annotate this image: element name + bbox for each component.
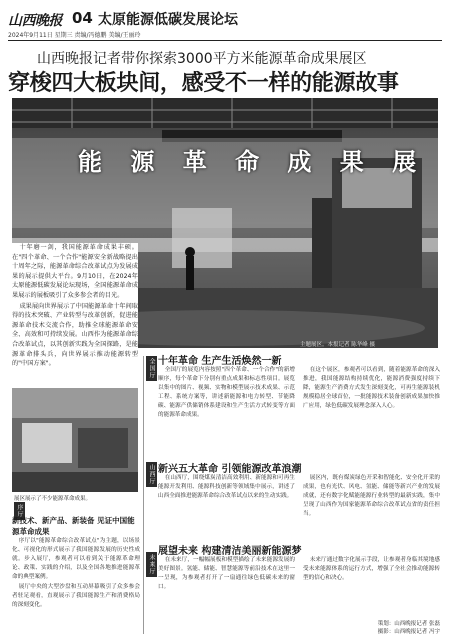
section-paragraph: 在山西厅，围绕煤炭清洁高效利用、新能源和可再生能源开发利用、能源科技创新等领域集中展示，讲述了山西全面推进能源革命综合改革试点以来的生动实践。 <box>158 475 295 499</box>
credit-line-1: 策划：山西晚报记者 张磊 <box>377 621 440 627</box>
issue-meta: 2024年9月11日 星期三 责编/冯德鹏 美编/王丽玲 <box>8 32 141 39</box>
column-divider <box>143 356 144 634</box>
tag-shanxi-hall: 山西厅 <box>148 464 155 485</box>
tag-prelude-hall: 序厅 <box>16 504 23 518</box>
article-credit <box>330 620 440 637</box>
exhibition-banner: 能 源 革 命 成 果 展 <box>78 147 427 176</box>
tag-national-hall: 全国厅 <box>148 358 155 379</box>
section-prelude-hall <box>12 516 140 611</box>
section-paragraph: 序厅以"能源革命综合改革试点"为主题，以场景化、可视化的形式展示了我国能源发展的历史性成就。步入展厅，参观者可以看到关于能源革命理论、政策、实践的介绍，以及全国各地推进能源革命的典型案例。 <box>12 538 140 580</box>
section-title: 太原能源低碳发展论坛 <box>98 12 238 28</box>
section-paragraph: 展厅中央的大型沙盘和互动屏幕吸引了众多参会者驻足观看，直观展示了我国能源生产和消费格局的深刻变化。 <box>12 583 140 608</box>
section-heading-national: 十年革命 生产生活焕然一新 <box>158 356 282 367</box>
section-heading-shanxi: 新兴五大革命 引领能源改革浪潮 <box>158 464 302 475</box>
article-title: 穿梭四大板块间，感受不一样的能源故事 <box>8 71 399 96</box>
lead-paragraph-2: 成果展向世界展示了中国能源革命十年间取得的技术突破、产业转型与改革创新，促进能源革命技术交流合作，助推全球能源革命安全、高效和可持续发展。山西作为能源革命综合改革试点，以其创新实践为全国探路，是能源革命排头兵，向世界展示推动能源转型的"中国方案"。 <box>12 302 138 368</box>
section-heading: 新技术、新产品、新装备 见证中国能源革命成果 <box>12 516 135 536</box>
credit-line-2: 摄影：山西晚报记者 冯宇 <box>377 629 440 636</box>
small-photo-caption: 展区展示了不少能源革命成果。 <box>14 496 92 502</box>
page-number: 04 <box>72 9 93 27</box>
section-paragraph: 展区内，既有煤炭绿色开采和智能化、安全化开采的成果，也有光伏、风电、氢能、储能等新兴产业的发展成就，还有数字化赋能能源行业转型的最新实践，集中呈现了山西作为国家能源革命综合改革试点省的责任担当。 <box>303 475 440 517</box>
lead-text <box>12 243 138 385</box>
section-body-national <box>158 366 440 458</box>
lead-paragraph-1: 十年磨一剑，我国能源革命成果丰硕。在"四个革命、一个合作"能源安全新战略提出十周年之际，能源革命综合改革试点为发展成果的展示提供大平台。9月10日，在2024年太原能源低碳发展论坛现场，全国能源革命成果展示的展板吸引了众多参会者的目光。 <box>12 244 138 300</box>
header-rule <box>8 40 442 41</box>
tag-future-hall: 未来厅 <box>148 554 155 575</box>
section-paragraph: 在这个展区，参观者可以看到，随着能源革命的深入推进，我国能源结构持续优化，能源消费强度持续下降，能源生产消费方式发生深刻变化，可再生能源装机规模稳居全球首位，一批能源技术装备创新成果加快推广应用，绿色低碳发展理念深入人心。 <box>303 367 440 409</box>
section-body-future <box>158 556 440 618</box>
small-photo <box>12 388 138 492</box>
exhibit-display-image <box>12 388 138 492</box>
section-paragraph: 全国厅的展览内容按照"四个革命、一个合作"的新增顺序，每个革命下分别有重点成果和标志性项目。展览以集中的图片、视频、实物和模型展示技术成果、示范工程、系统方案等，讲述新能源和电力转型、节能降碳、能源产供储销体系建设和生产生活方式转变等方面的能源革命成果。 <box>158 367 295 418</box>
section-paragraph: 未来厅通过数字化展示手段，让参观者身临其境地感受未来能源体系的运行方式，增强了全社会推动能源转型的信心和决心。 <box>303 557 440 581</box>
newspaper-logo: 山西晚报 <box>8 13 62 29</box>
section-body-shanxi <box>158 474 440 538</box>
article-subtitle: 山西晚报记者带你探索3000平方米能源革命成果展区 <box>37 51 367 67</box>
section-heading-future: 展望未来 构建清洁美丽新能源梦 <box>158 546 302 557</box>
main-photo-caption: 主题展区。本报记者 陈华峰 摄 <box>300 342 375 348</box>
section-paragraph: 在未来厅，一幅幅展板和模型描绘了未来能源发展的美好图景。氢能、储能、智慧能源等前沿技术在这里一一呈现，为参观者打开了一扇通往绿色低碳未来的窗口。 <box>158 557 295 590</box>
